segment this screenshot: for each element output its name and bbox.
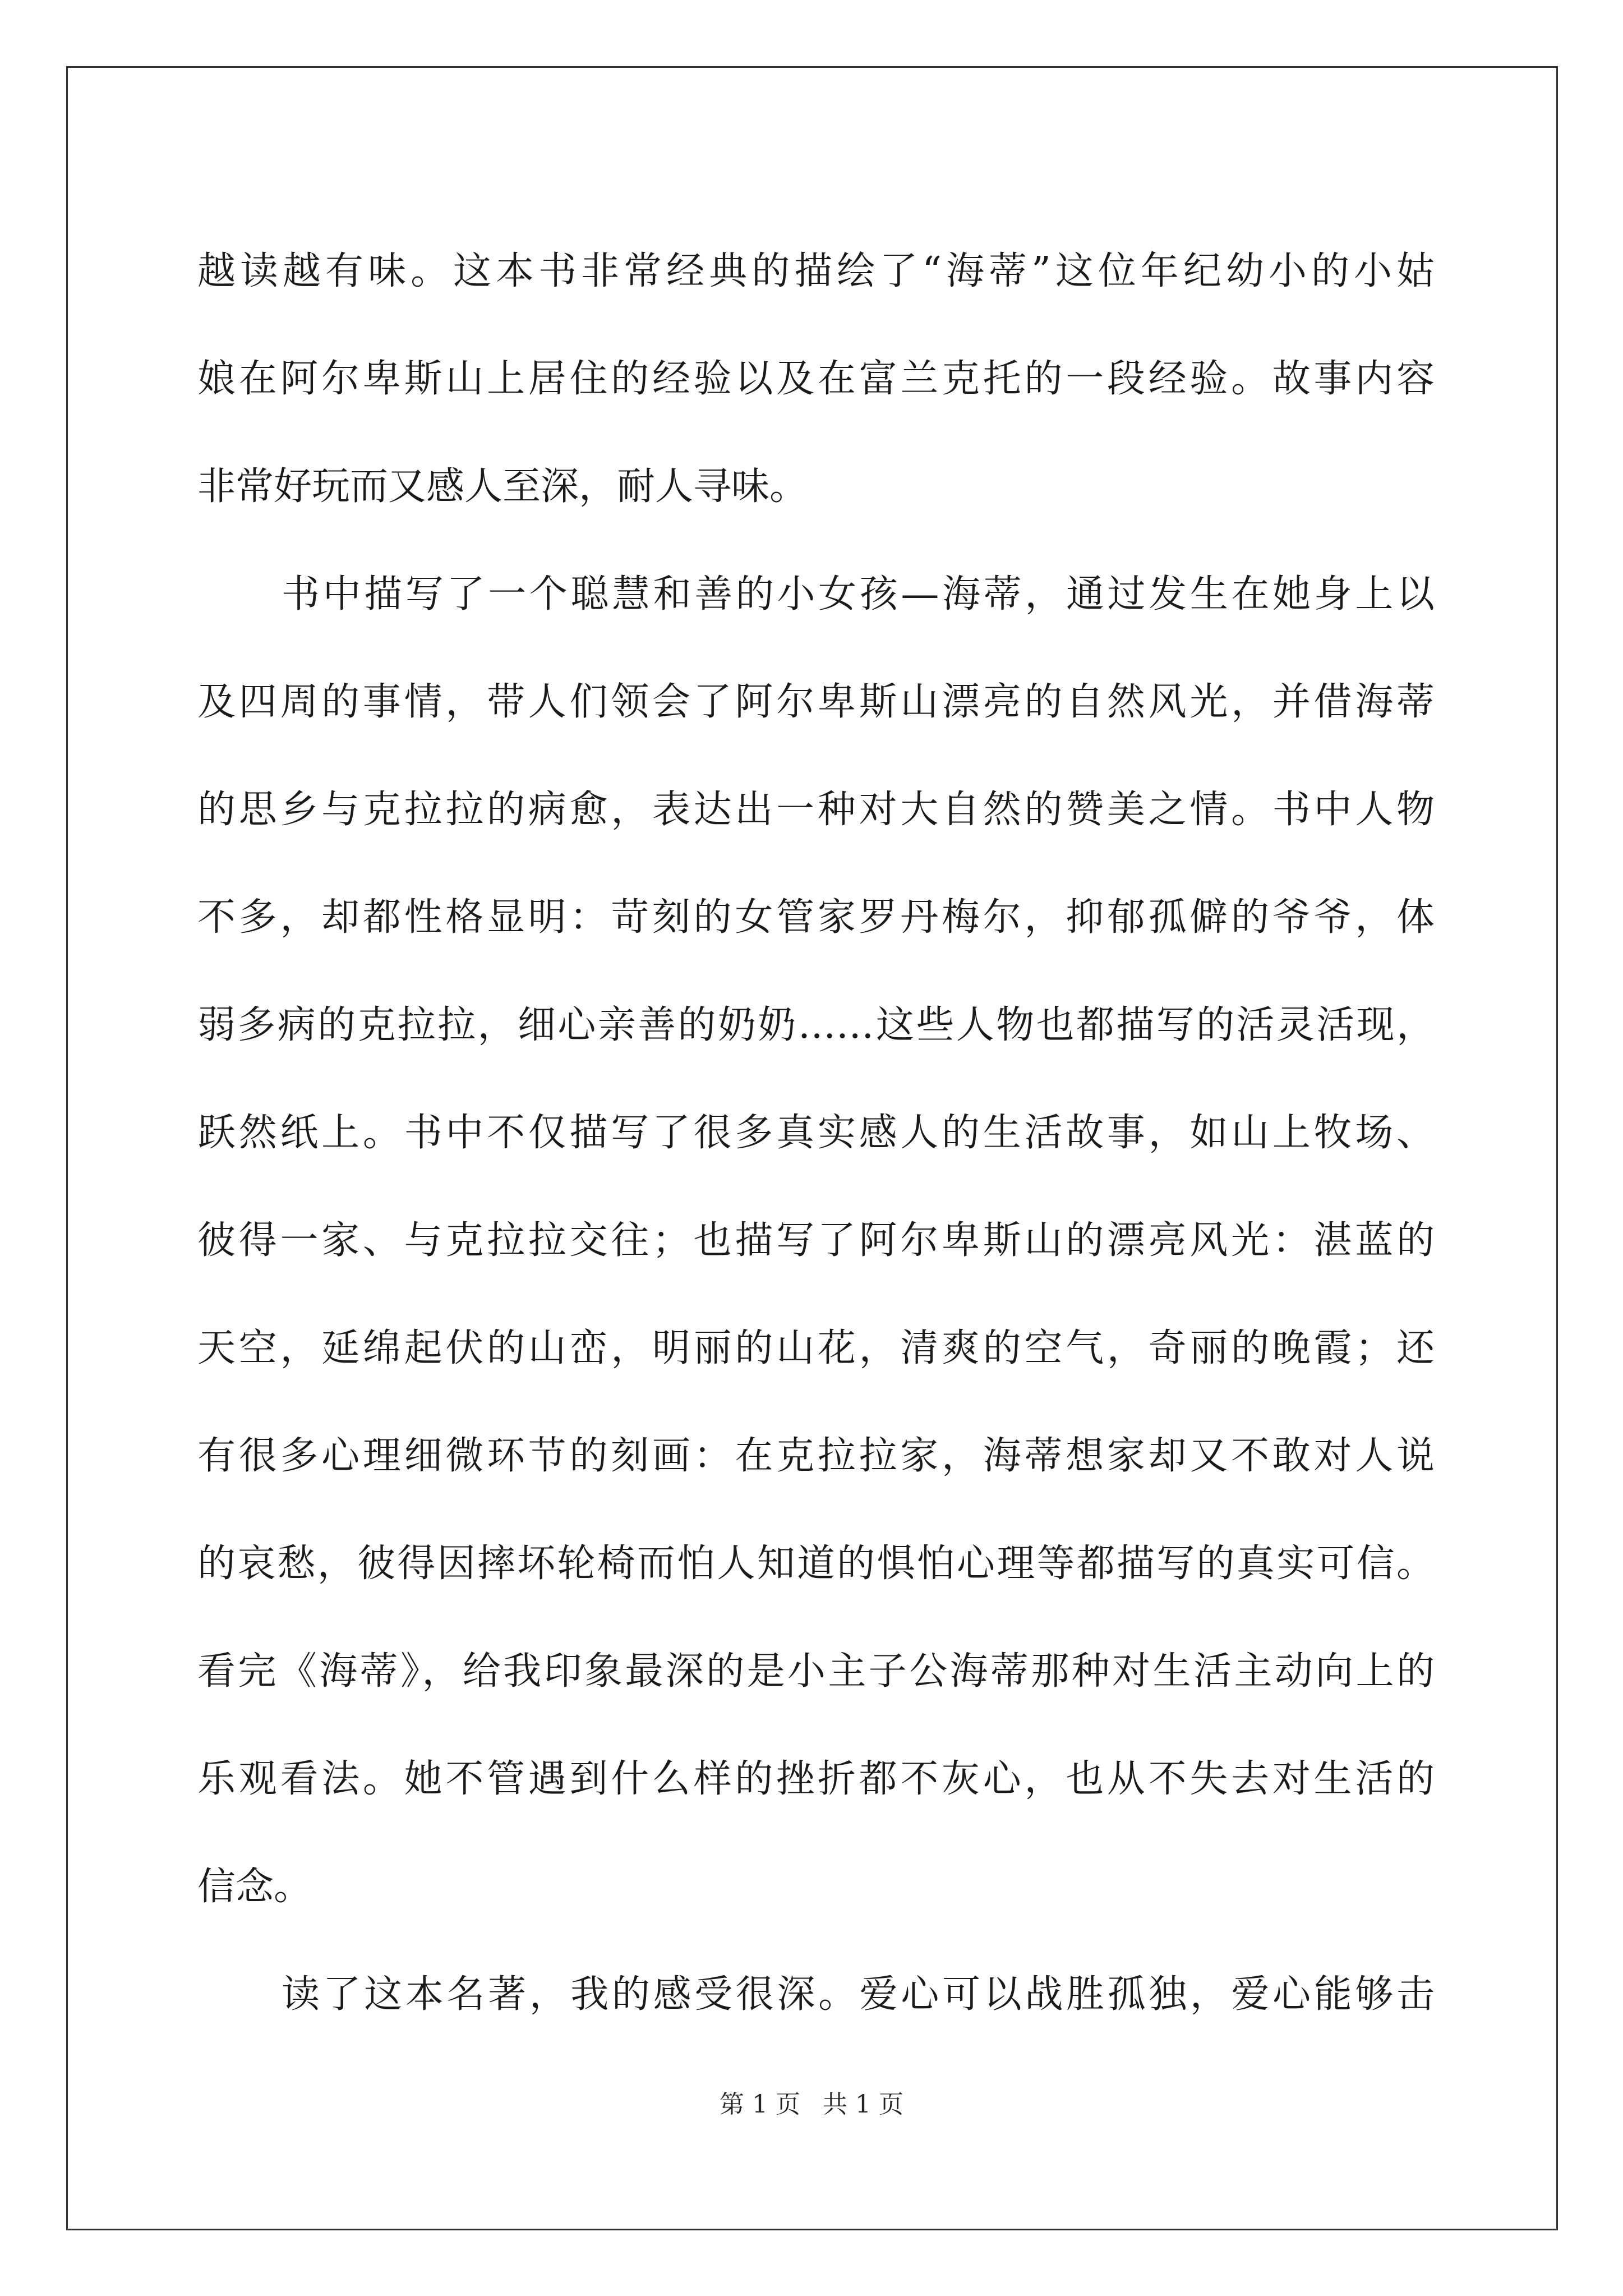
text-line: 有很多心理细微环节的刻画：在克拉拉家，海蒂想家却又不敢对人说 bbox=[197, 1434, 1435, 1478]
text-line: 不多，却都性格显明：苛刻的女管家罗丹梅尔，抑郁孤僻的爷爷，体 bbox=[197, 895, 1435, 940]
text-line: 乐观看法。她不管遇到什么样的挫折都不灰心，也从不失去对生活的 bbox=[197, 1757, 1435, 1801]
text-line: 书中描写了一个聪慧和善的小女孩—海蒂，通过发生在她身上以 bbox=[282, 572, 1435, 616]
text-line: 信念。 bbox=[197, 1865, 312, 1909]
text-line: 弱多病的克拉拉，细心亲善的奶奶……这些人物也都描写的活灵活现， bbox=[197, 1003, 1435, 1047]
text-line: 的思乡与克拉拉的病愈，表达出一种对大自然的赞美之情。书中人物 bbox=[197, 788, 1435, 832]
text-line: 彼得一家、与克拉拉交往；也描写了阿尔卑斯山的漂亮风光：湛蓝的 bbox=[197, 1218, 1435, 1263]
document-body bbox=[197, 218, 1435, 2049]
text-line: 及四周的事情，带人们领会了阿尔卑斯山漂亮的自然风光，并借海蒂 bbox=[197, 680, 1435, 724]
text-line: 读了这本名著，我的感受很深。爱心可以战胜孤独，爱心能够击 bbox=[282, 1972, 1435, 2017]
text-line: 的哀愁，彼得因摔坏轮椅而怕人知道的惧怕心理等都描写的真实可信。 bbox=[197, 1542, 1435, 1586]
text-line: 非常好玩而又感人至深，耐人寻味。 bbox=[197, 464, 808, 509]
page-number: 第 1 页 bbox=[720, 2090, 800, 2119]
text-line: 天空，延绵起伏的山峦，明丽的山花，清爽的空气，奇丽的晚霞；还 bbox=[197, 1326, 1435, 1370]
text-line: 跃然纸上。书中不仅描写了很多真实感人的生活故事，如山上牧场、 bbox=[197, 1111, 1435, 1155]
page-footer bbox=[0, 2088, 1623, 2122]
page-total: 共 1 页 bbox=[823, 2090, 903, 2119]
text-line: 看完《海蒂》，给我印象最深的是小主子公海蒂那种对生活主动向上的 bbox=[197, 1649, 1435, 1694]
text-line: 越读越有味。这本书非常经典的描绘了“海蒂”这位年纪幼小的小姑 bbox=[197, 249, 1435, 293]
text-line: 娘在阿尔卑斯山上居住的经验以及在富兰克托的一段经验。故事内容 bbox=[197, 357, 1435, 401]
